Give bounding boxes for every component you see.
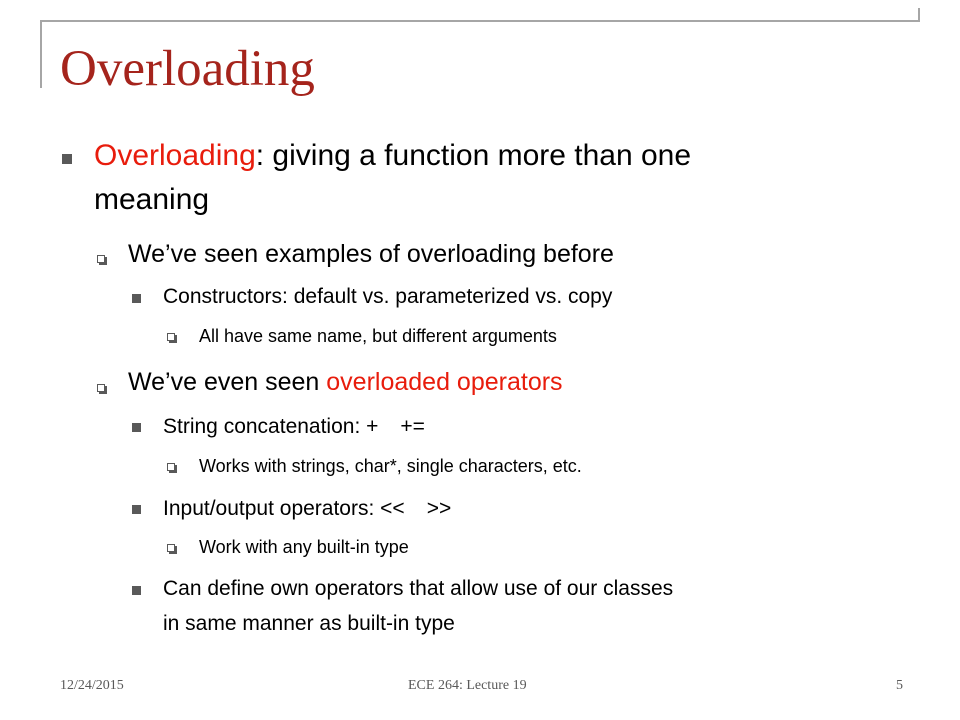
square-bullet-icon xyxy=(132,294,141,303)
overloading-definition: : giving a function more than one xyxy=(255,139,692,172)
slide-title: Overloading xyxy=(60,41,315,97)
bullet-works-with-strings: Works with strings, char*, single characters, etc. xyxy=(199,456,582,476)
concat-op-plus-equals: += xyxy=(400,415,425,438)
square-bullet-icon xyxy=(132,423,141,432)
io-op-extract: >> xyxy=(426,497,452,520)
box-bullet-icon xyxy=(97,255,105,263)
box-bullet-icon xyxy=(167,333,175,341)
bullet-seen-examples: We’ve seen examples of overloading before xyxy=(128,240,614,268)
square-bullet-icon xyxy=(62,154,72,164)
frame-top-line xyxy=(40,20,920,22)
bullet-overloading-line2: meaning xyxy=(94,183,210,216)
frame-left-line xyxy=(40,20,42,88)
footer-page-number: 5 xyxy=(896,678,903,693)
bullet-same-name: All have same name, but different arguments xyxy=(199,326,557,346)
concat-op-plus: + xyxy=(366,415,379,438)
bullet-define-operators-line2: in same manner as built-in type xyxy=(163,612,455,635)
operators-prefix: We’ve even seen xyxy=(128,368,327,396)
bullet-any-builtin-type: Work with any built-in type xyxy=(199,537,409,557)
bullet-overloading-line1 xyxy=(94,137,691,175)
box-bullet-icon xyxy=(167,463,175,471)
bullet-constructors: Constructors: default vs. parameterized vs. copy xyxy=(163,285,613,308)
square-bullet-icon xyxy=(132,505,141,514)
box-bullet-icon xyxy=(97,384,105,392)
box-bullet-icon xyxy=(167,544,175,552)
concat-label: String concatenation: xyxy=(163,415,367,438)
footer-date: 12/24/2015 xyxy=(60,678,124,693)
io-label: Input/output operators: xyxy=(163,497,381,520)
bullet-io-operators xyxy=(163,495,451,523)
frame-right-tick xyxy=(918,8,920,22)
io-op-insert: << xyxy=(380,497,405,520)
bullet-overloaded-operators xyxy=(128,366,563,398)
footer-course: ECE 264: Lecture 19 xyxy=(408,678,527,693)
bullet-define-operators-line1: Can define own operators that allow use of our classes xyxy=(163,577,674,600)
operators-highlight: overloaded operators xyxy=(326,368,563,396)
bullet-string-concatenation xyxy=(163,413,425,441)
overloading-term: Overloading xyxy=(94,139,256,172)
square-bullet-icon xyxy=(132,586,141,595)
